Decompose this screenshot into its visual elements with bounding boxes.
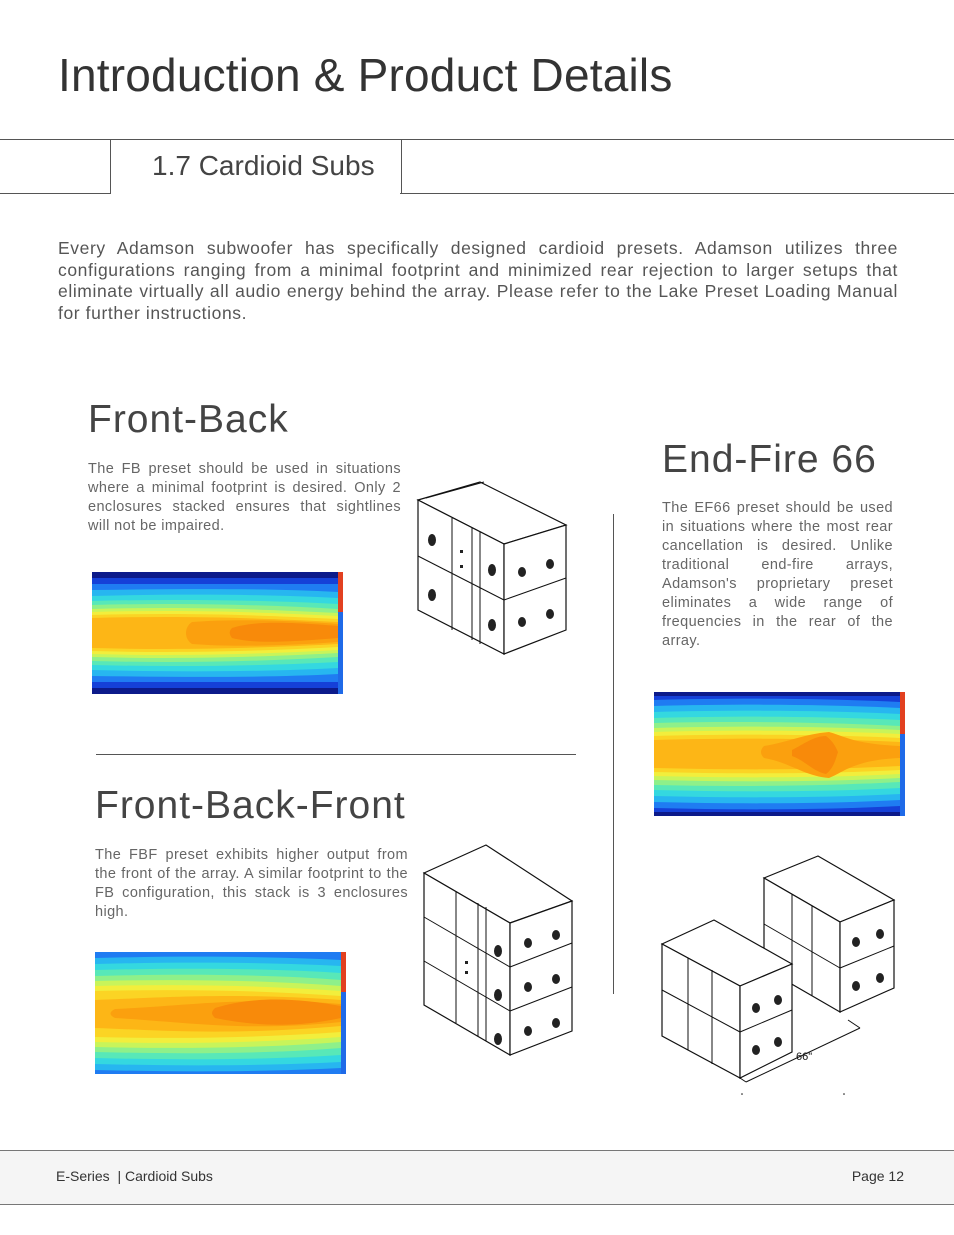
fb-polar-plot xyxy=(92,572,344,694)
ef66-polar-plot xyxy=(654,692,906,816)
fbf-polar-plot xyxy=(95,952,347,1074)
ef66-heading: End-Fire 66 xyxy=(662,438,877,481)
footer-page-number: Page 12 xyxy=(851,1168,904,1184)
intro-paragraph: Every Adamson subwoofer has specifically designed cardioid presets. Adamson utilizes three configurations ranging from a minimal footprint and minimized rear rejection to larger setups that eliminate virtually all audio energy behind the array. Please refer to the Lake Preset Loading Manual for further instructions. xyxy=(58,238,898,323)
fbf-stack-drawing xyxy=(420,843,576,1057)
section-title: 1.7 Cardioid Subs xyxy=(152,150,375,181)
fb-divider xyxy=(96,754,576,755)
footer-product-label: E-Series | Cardioid Subs xyxy=(56,1168,213,1184)
fb-band-12 xyxy=(230,623,338,642)
column-divider xyxy=(613,514,614,994)
ef66-array-drawing xyxy=(658,852,898,1096)
fb-stack-drawing xyxy=(414,480,570,656)
fb-description: The FB preset should be used in situations where a minimal footprint is desired. Only 2 enclosures stacked ensures that sightlines will not be impaired. xyxy=(88,461,401,534)
fb-heading: Front-Back xyxy=(88,398,289,441)
fbf-description: The FBF preset exhibits higher output from the front of the array. A similar footprint to the FB configuration, this stack is 3 enclosures high. xyxy=(95,847,408,920)
ef66-description: The EF66 preset should be used in situations where the most rear cancellation is desired. Unlike traditional end-fire arrays, Adamson's proprietary preset eliminates a wide range of frequencies in the rear of the array. xyxy=(662,500,893,649)
section-rule-right-bottom xyxy=(400,193,954,194)
ef66-dimension-label: 66" xyxy=(796,1051,813,1063)
fbf-heading: Front-Back-Front xyxy=(95,784,406,827)
page-title: Introduction & Product Details xyxy=(58,49,673,101)
section-rule-left-bottom xyxy=(0,193,111,194)
